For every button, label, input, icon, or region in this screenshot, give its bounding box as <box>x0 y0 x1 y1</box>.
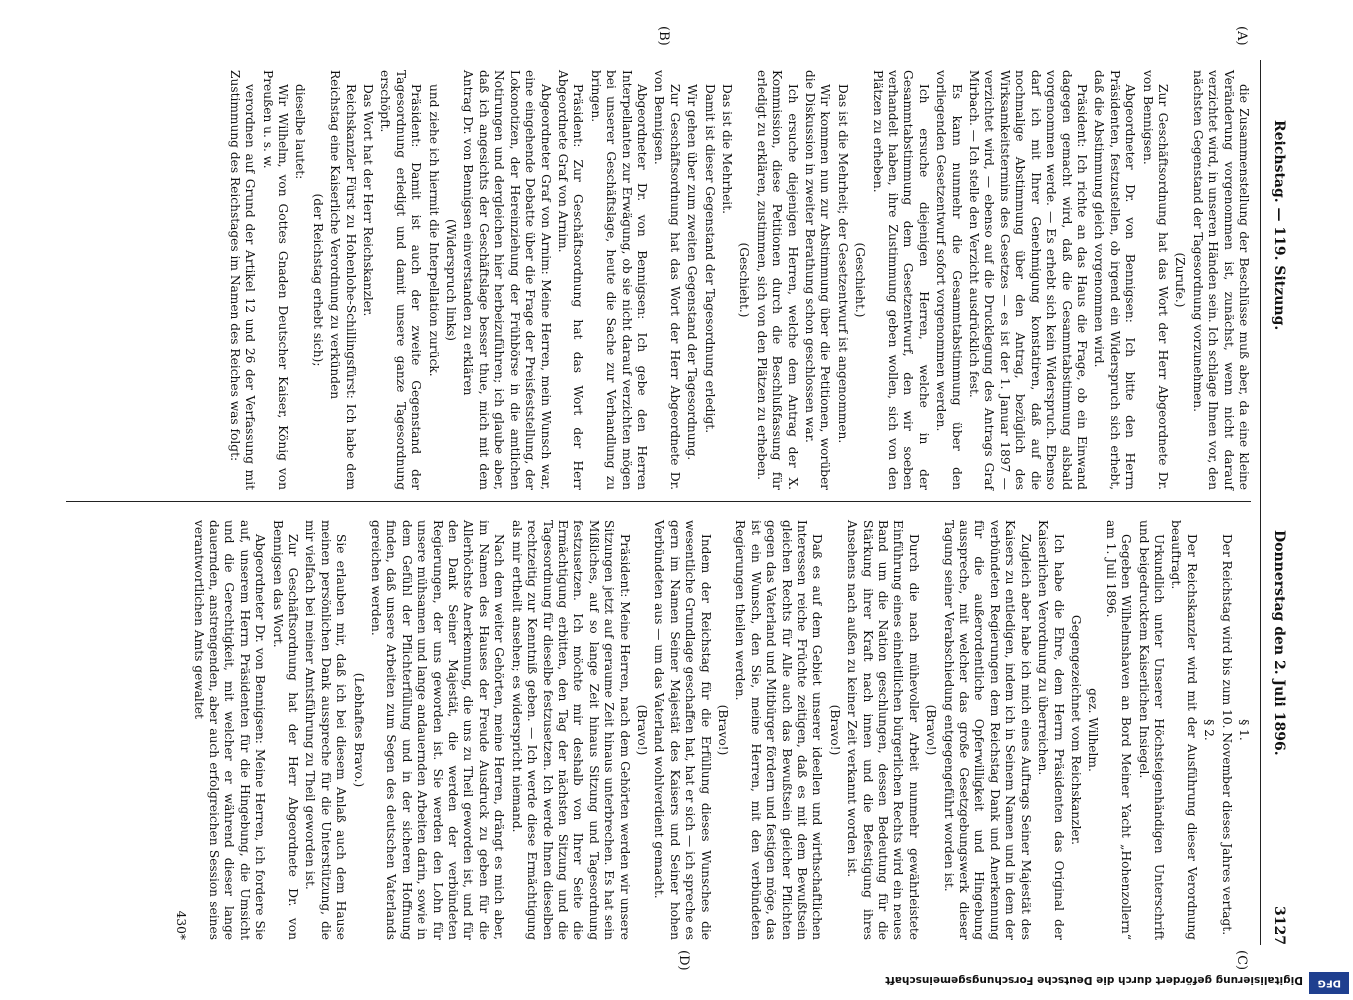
paragraph: Zur Geschäftsordnung hat das Wort der Herr Abgeordnete Dr. von Bennigsen. <box>652 70 682 490</box>
header-left: Reichstag. — 119. Sitzung. <box>1271 120 1287 331</box>
paragraph: Sie erlauben mir, daß ich bei diesem Anlaß auch dem Hause meinen persönlichen Dank ausspreche für die Unterstützung, die mir vielfach bei meiner Amtsführung zu Theil geworden ist. <box>303 520 349 940</box>
paragraph: Ich ersuche diejenigen Herren, welche in der Gesammtabstimmung dem Gesetzentwurf, den wir soeben verhandelt haben, ihre Zustimmung geben wollen, sich von den Plätzen zu erheben. <box>870 70 931 490</box>
paragraph: Abgeordneter Dr. von Bennigsen: Ich bitte den Herrn Präsidenten, festzustellen, ob irgend ein Widerspruch sich erhebt, daß die Abstimmung gleich vorgenommen wird. <box>1092 70 1138 490</box>
paragraph: Gegengezeichnet vom Reichskanzler. <box>1068 614 1083 846</box>
paragraph: Indem der Reichstag für die Erfüllung dieses Wunsches die wesentliche Grundlage geschaffen hat, hat er sich — ich spreche es gern im Namen Seiner Majestät des Kaisers und Seiner hohen Verbündeten aus — um das Vaterland wohlverdient gemacht. <box>652 520 713 940</box>
newspaper-page <box>61 26 1291 971</box>
paragraph: Damit ist dieser Gegenstand der Tagesordnung erledigt. <box>702 84 717 434</box>
margin-marker-c: (C) <box>1234 950 1249 971</box>
paragraph: Urkundlich unter Unserer Höchsteigenhändigen Unterschrift und beigedrucktem Kaiserlichen Insiegel. <box>1136 520 1166 940</box>
paragraph: Daß es auf dem Gebiet unserer ideellen und wirthschaftlichen Interessen reiche Früchte zeitigen, daß es mit dem Bewußtsein gleichen Rechts für Alle auch das Bewußtsein gleicher Pflichten gegen das Vaterland und Mitbürger fördern und festigen möge, das ist ein Wunsch, den Sie, meine Herren, mit den verbündeten Regierungen theilen werden. <box>733 520 825 940</box>
paragraph: Abgeordneter Graf von Arnim: Meine Herren, mein Wunsch war, eine eingehende Debatte über die Frage der Preisfeststellung, der Lokonotizen, der Hereinziehung der Frühbörse in die amtlichen Notirungen und dergleichen hier herbeizuführen; ich glaube aber, daß ich angesichts der Geschäftslage besser thue, mich mit dem Antrag Dr. von Bennigsen einverstanden zu erklären <box>461 70 553 490</box>
header-center: Donnerstag den 2. Juli 1896. <box>1271 530 1287 756</box>
paragraph: Zur Geschäftsordnung hat der Herr Abgeordnete Dr. von Bennigsen das Wort. <box>270 520 301 940</box>
paragraph: § 1. <box>1237 719 1251 741</box>
paragraph: dieselbe lautet: <box>293 84 308 180</box>
page-number: 3127 <box>1271 906 1287 945</box>
paragraph: Abgeordneter Dr. von Bennigsen: Ich gebe den Herren Interpellanten zur Erwägung, ob sie nicht darauf verzichten mögen bei unserer Geschäftslage, heute die Sache zur Verhandlung zu bringen. <box>588 70 649 490</box>
paragraph: (Lebhaftes Bravo.) <box>351 672 366 788</box>
margin-marker-d: (D) <box>676 950 691 971</box>
paragraph: Präsident: Meine Herren, nach dem Gehörten werden wir unsere Sitzungen jetzt auf geraume Zeit hinaus unterbrechen. Es hat sein Mißliches, auf so lange Zeit hinaus Sitzung und Tagesordnung festzusetzen. Ich möchte mir deshalb von Ihrer Seite die Ermächtigung erbitten, den Tag der nächsten Sitzung und die Tagesordnung für dieselbe festzusetzen. Ich werde Ihnen dieselben rechtzeitig zur Kenntniß geben. — Ich werde diese Ermächtigung als mir ertheilt ansehen; es widerspricht niemand. <box>509 520 632 940</box>
paragraph: (Bravo!) <box>924 704 939 756</box>
dfg-logo: DFG <box>1309 972 1349 994</box>
credit-text: Digitalisierung gefördert durch die Deutsche Forschungsgemeinschaft <box>885 974 1303 986</box>
paragraph: (der Reichstag erhebt sich); <box>310 193 325 367</box>
paragraph: Durch die nach mühevoller Arbeit nunmehr gewährleistete Einführung eines einheitlichen bürgerlichen Rechts wird ein neues Band um die Nation geschlungen, dessen Bedeutung für die Stärkung ihrer Kraft nach innen und die Befestigung ihres Ansehens nach außen zu keiner Zeit verkannt worden ist. <box>845 520 921 940</box>
paragraph: und ziehe ich hiermit die Interpellation zurück. <box>426 84 441 377</box>
paragraph: (Geschieht.) <box>853 242 868 318</box>
paragraph: Gegeben Wilhelmshaven an Bord Meiner Yacht „Hohenzollern“ am 1. Juli 1896. <box>1103 520 1134 940</box>
left-column <box>224 70 1251 490</box>
paragraph: (Bravo!) <box>634 704 649 756</box>
margin-marker-b: (B) <box>656 26 671 46</box>
paragraph: § 2. <box>1202 719 1217 741</box>
paragraph: Der Reichstag wird bis zum 10. November dieses Jahres vertagt. <box>1219 534 1234 936</box>
paragraph: Zur Geschäftsordnung hat das Wort der Herr Abgeordnete Dr. von Bennigsen. <box>1140 70 1170 490</box>
paragraph: gez. Wilhelm. <box>1086 688 1101 772</box>
paragraph: Ich habe die Ehre, dem Herrn Präsidenten das Original der Kaiserlichen Verordnung zu überreichen. <box>1036 520 1066 940</box>
paragraph: Es kann nunmehr die Gesammtabstimmung über den vorliegenden Gesetzentwurf sofort vorgenommen werden. <box>934 70 964 490</box>
paragraph: (Geschieht.) <box>737 242 752 318</box>
paragraph: Reichskanzler Fürst zu Hohenlohe-Schillingsfürst: Ich habe dem Reichstag eine Kaiserliche Verordnung zu verkünden <box>328 70 358 490</box>
paragraph: Zugleich aber habe ich mich eines Auftrags Seiner Majestät des Kaisers zu entledigen, indem ich in Seinem Namen und in dem der verbündeten Regierungen dem Reichstag Dank und Anerkennung für die außerordentliche Opferwilligkeit und Hingebung ausspreche, mit welcher das große Gesetzgebungswerk dieser Tagung seiner Verabschiedung entgegengeführt worden ist. <box>941 520 1033 940</box>
paragraph: Nach dem weiter Gehörten, meine Herren, drängt es mich aber, im Namen des Hauses der Freude Ausdruck zu geben für die Allerhöchste Anerkennung, die uns zu Theil geworden ist, und für den Dank Seiner Majestät, die werden der verbündeten Regierungen, der uns geworden ist. Sie werden den Lohn für unsere mühsamen und lange andauernden Arbeiten darin, sowie in dem Gefühl der Pflichterfüllung und in der sicheren Hoffnung finden, daß unsere Arbeiten zum Segen des deutschen Vaterlands gereichen werden. <box>369 520 507 940</box>
paragraph: die Zusammenstellung der Beschlüsse muß aber, da eine kleine Veränderung vorgenommen ist, zunächst, wenn nicht darauf verzichtet wird, in unseren Händen sein. Ich schlage Ihnen vor, den nächsten Gegenstand der Tagesordnung vorzunehmen. <box>1190 70 1251 490</box>
credit-strip <box>357 970 1349 996</box>
paragraph: Wir Wilhelm, von Gottes Gnaden Deutscher Kaiser, König von Preußen u. s. w. <box>260 70 291 490</box>
margin-marker-a: (A) <box>1234 26 1249 46</box>
column-divider <box>66 501 1251 502</box>
paragraph: Wir kommen nun zur Abstimmung über die Petitionen, worüber die Diskussion in zweiter Berathung schon geschlossen war. <box>803 70 833 490</box>
paragraph: Das ist die Mehrheit. <box>720 84 734 214</box>
paragraph: Präsident: Damit ist auch der zweite Gegenstand der Tagesordnung erledigt und damit unsere ganze Tagesordnung erschöpft. <box>378 70 424 490</box>
paragraph: Präsident: Zur Geschäftsordnung hat das Wort der Herr Abgeordnete Graf von Arnim. <box>555 70 586 490</box>
paragraph: 430* <box>174 910 189 940</box>
paragraph: (Bravo!) <box>827 704 842 756</box>
running-header <box>1261 60 1291 945</box>
paragraph: Das Wort hat der Herr Reichskanzler. <box>361 84 376 317</box>
paragraph: (Zurufe.) <box>1173 252 1188 308</box>
paragraph: (Bravo!) <box>716 704 730 756</box>
paragraph: (Widerspruch links) <box>444 218 459 342</box>
paragraph: Wir gehen über zum zweiten Gegenstand der Tagesordnung. <box>685 84 700 461</box>
header-rule <box>1260 60 1261 945</box>
paragraph: Der Reichskanzler wird mit der Ausführung dieser Verordnung beauftragt. <box>1169 520 1199 940</box>
paragraph: Präsident: Ich richte an das Haus die Frage, ob ein Einwand dagegen gemacht wird, daß die Gesammtabstimmung alsbald vorgenommen werde. — Es erhebt sich kein Widerspruch. Ebenso darf ich mit Ihrer Genehmigung konstatiren, daß auf die nochmalige Abstimmung über den Antrag, bezüglich des Wirksamkeitstermins des Gesetzes — es ist der 1. Januar 1897 — verzichtet wird, — ebenso auf die Drucklegung des Antrags Graf Mirbach. — Ich stelle den Verzicht ausdrücklich fest. <box>967 70 1089 490</box>
paragraph: Ich ersuche diejenigen Herren, welche dem Antrag der X. Kommission, diese Petitionen durch die Beschlußfassung für erledigt zu erklären, zustimmen, sich von den Plätzen zu erheben. <box>754 70 800 490</box>
paragraph: Abgeordneter Dr. von Bennigsen: Meine Herren, ich fordere Sie auf, unserem Herrn Präsidenten für die Hingebung, die Umsicht und die Gerechtigkeit, mit welcher er während dieser lange dauernden, anstrengenden, aber auch erfolgreichen Session seines verantwortlichen Amts gewaltet <box>191 520 268 940</box>
paragraph: Das ist die Mehrheit; der Gesetzentwurf ist angenommen. <box>835 84 850 444</box>
paragraph: verordnen auf Grund der Artikel 12 und 26 der Verfassung mit Zustimmung des Reichstages im Namen des Reiches was folgt: <box>227 70 258 490</box>
right-column <box>171 520 1251 940</box>
